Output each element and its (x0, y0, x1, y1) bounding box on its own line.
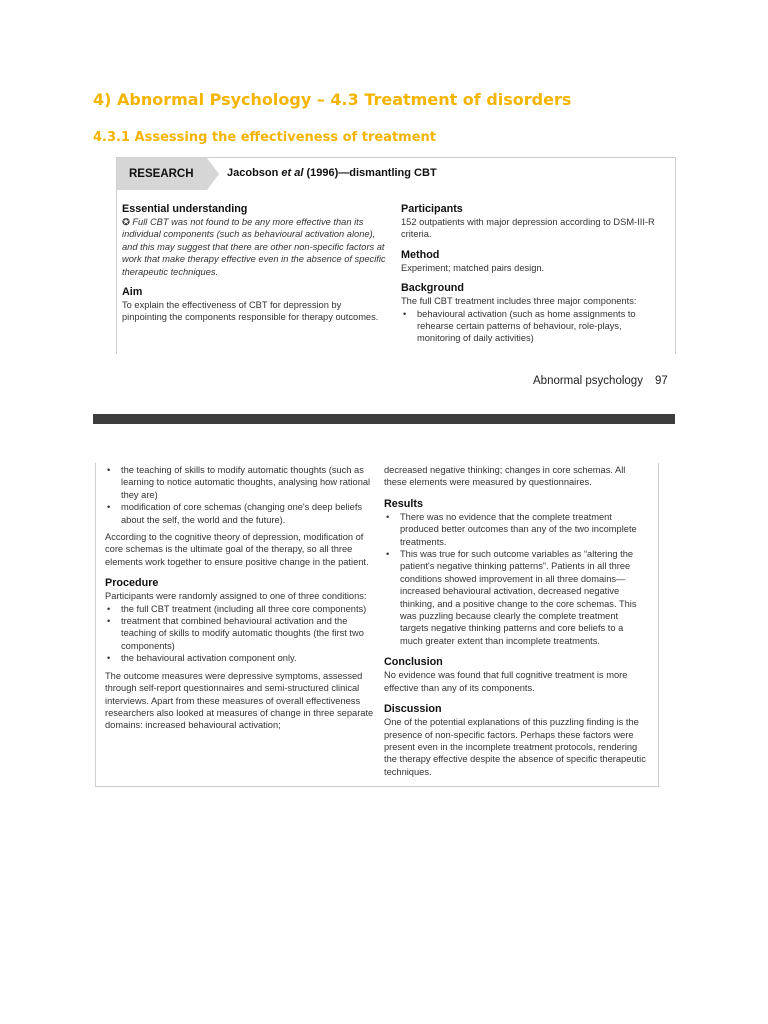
list-item: • behavioural activation (such as home assignments to rehearse certain patterns of behaviour, role-plays, monitoring of daily activities) (417, 308, 663, 345)
research-tab: RESEARCH (117, 158, 207, 190)
research-header (117, 158, 675, 190)
procedure-heading: Procedure (105, 577, 159, 590)
title-etal: et al (281, 167, 304, 179)
page-footer (533, 375, 668, 387)
essential-body: Full CBT was not found to be any more effective than its individual components (such as behavioural activation alone), and this may suggest that there are other non-specific factors at work that make therapy effective even in the absence of specific therapeutic techniques. (122, 217, 386, 277)
list-item: • modification of core schemas (changing one's deep beliefs about the self, the world and the future). (121, 501, 375, 526)
background-list (401, 308, 663, 345)
essential-text (122, 216, 387, 278)
list-item: • This was true for such outcome variables as “altering the patient's negative thinking patterns”. Patients in all three conditions showed improvement in all three domains—increased behavioural activation, decreased negative thinking, and a positive change to the core schemas. This was puzzling because clearly the complete treatment targets negative thinking patterns and core beliefs to a much greater extent than incomplete treatments. (400, 548, 648, 647)
list-item: • the full CBT treatment (including all three core components) (121, 603, 375, 615)
list-item: • the behavioural activation component only. (121, 652, 375, 664)
continued-right-column (384, 464, 648, 778)
title-authors: Jacobson (227, 167, 282, 179)
aim-text: To explain the effectiveness of CBT for depression by pinpointing the components responsible for therapy outcomes. (122, 300, 379, 323)
footer-label: Abnormal psychology (533, 375, 643, 387)
page-number: 97 (654, 375, 668, 387)
title-rest: (1996)—dismantling CBT (303, 167, 437, 179)
continued-research-box (95, 463, 659, 787)
page-divider-bar (93, 414, 675, 424)
method-heading: Method (401, 248, 440, 261)
research-left-column (122, 202, 387, 331)
list-item: • the teaching of skills to modify automatic thoughts (such as learning to notice automatic thoughts, analysing how rational they are) (121, 464, 375, 501)
list-item: • treatment that combined behavioural activation and the teaching of skills to modify automatic thoughts (the first two components) (121, 615, 375, 652)
measures-paragraph: decreased negative thinking; changes in core schemas. All these elements were measured by questionnaires. (384, 465, 626, 488)
discussion-heading: Discussion (384, 703, 442, 716)
background-heading: Background (401, 282, 464, 295)
list-item: • There was no evidence that the complete treatment produced better outcomes than any of the two incomplete treatments. (400, 511, 648, 548)
cognitive-theory-paragraph: According to the cognitive theory of depression, modification of core schemas is the ultimate goal of the therapy, so all three elements work together to ensure positive change in the patient. (105, 532, 369, 567)
research-title (227, 167, 437, 179)
method-text: Experiment; matched pairs design. (401, 262, 545, 273)
conclusion-heading: Conclusion (384, 656, 443, 669)
section-subheading: 4.3.1 Assessing the effectiveness of treatment (93, 130, 437, 145)
conclusion-text: No evidence was found that full cognitive treatment is more effective than any of its components. (384, 670, 628, 693)
participants-text: 152 outpatients with major depression according to DSM-III-R criteria. (401, 217, 655, 240)
participants-heading: Participants (401, 203, 463, 215)
discussion-text: One of the potential explanations of this puzzling finding is the presence of non-specific factors. Perhaps these factors were present even in the incomplete treatment protocols, rendering the therapy effective despite the absence of specific therapeutic techniques. (384, 717, 646, 777)
essential-star-icon: ✪ (122, 217, 130, 227)
results-list (384, 511, 648, 647)
research-tab-arrow (207, 158, 219, 190)
results-heading: Results (384, 497, 424, 510)
page-heading: 4) Abnormal Psychology – 4.3 Treatment of disorders (93, 90, 572, 109)
aim-heading: Aim (122, 286, 143, 299)
outcome-measures-paragraph: The outcome measures were depressive symptoms, assessed through self-report questionnaires and semi-structured clinical interviews. Apart from these measures of overall effectiveness researchers also looked at measures of change in three separate domains: increased behavioural activation; (105, 670, 374, 731)
procedure-list (105, 603, 375, 665)
procedure-text: Participants were randomly assigned to one of three conditions: (105, 591, 367, 602)
essential-heading: Essential understanding (122, 203, 248, 215)
research-right-column (401, 202, 663, 352)
components-list (105, 464, 375, 526)
continued-left-column (105, 464, 375, 732)
research-box (116, 157, 676, 354)
background-text: The full CBT treatment includes three major components: (401, 296, 637, 307)
